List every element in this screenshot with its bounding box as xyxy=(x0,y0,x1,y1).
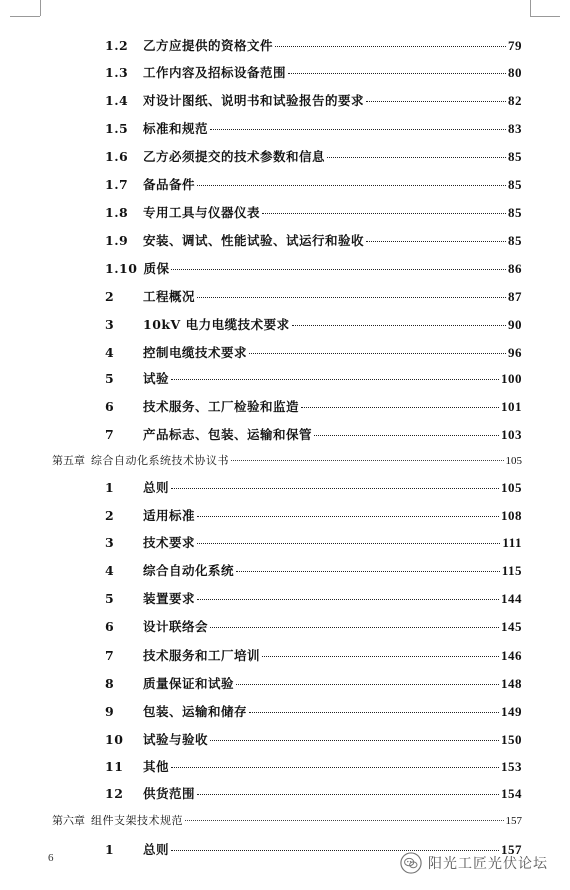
toc-section-entry[interactable] xyxy=(105,561,522,579)
toc-entry-page: 145 xyxy=(501,619,522,634)
toc-entry-number: 5 xyxy=(105,371,115,386)
toc-entry-title: 设计联络会 xyxy=(143,619,209,634)
toc-entry-page: 105 xyxy=(501,480,522,495)
toc-entry-page: 86 xyxy=(508,261,522,276)
toc-entry-number: 1.9 xyxy=(105,233,129,248)
toc-dot-leader xyxy=(210,129,506,130)
toc-section-entry[interactable] xyxy=(105,175,522,193)
toc-entry-number: 1.7 xyxy=(105,177,129,192)
toc-entry-title: 总则 xyxy=(143,842,170,857)
toc-entry-page: 150 xyxy=(501,732,522,747)
toc-entry-page: 90 xyxy=(508,317,522,332)
toc-entry-title: 10kV 电力电缆技术要求 xyxy=(143,317,290,332)
toc-entry-number: 3 xyxy=(105,317,115,332)
toc-section-entry[interactable] xyxy=(105,589,522,607)
toc-entry-title: 质保 xyxy=(143,261,170,276)
toc-entry-title: 组件支架技术规范 xyxy=(91,814,183,827)
toc-entry-title: 控制电缆技术要求 xyxy=(143,345,248,360)
toc-entry-page: 80 xyxy=(508,65,522,80)
toc-section-entry[interactable] xyxy=(105,63,522,81)
toc-entry-title: 试验与验收 xyxy=(143,732,209,747)
toc-entry-title: 技术服务、工厂检验和监造 xyxy=(143,399,300,414)
toc-section-entry[interactable] xyxy=(105,315,522,333)
toc-section-entry[interactable] xyxy=(105,784,522,802)
toc-entry-page: 105 xyxy=(505,455,522,467)
toc-entry-page: 103 xyxy=(501,427,522,442)
toc-entry-title: 技术要求 xyxy=(143,535,196,550)
toc-dot-leader xyxy=(197,516,499,517)
toc-section-entry[interactable] xyxy=(105,506,522,524)
toc-entry-page: 157 xyxy=(505,815,522,827)
toc-entry-number: 1.5 xyxy=(105,121,129,136)
toc-dot-leader xyxy=(236,571,500,572)
toc-entry-page: 146 xyxy=(501,648,522,663)
toc-entry-number: 8 xyxy=(105,676,115,691)
toc-entry-page: 101 xyxy=(501,399,522,414)
toc-section-entry[interactable] xyxy=(105,369,522,387)
toc-entry-title: 乙方应提供的资格文件 xyxy=(143,38,274,53)
toc-section-entry[interactable] xyxy=(105,203,522,221)
toc-entry-title: 专用工具与仪器仪表 xyxy=(143,205,261,220)
toc-entry-title: 供货范围 xyxy=(143,786,196,801)
toc-entry-page: 79 xyxy=(508,38,522,53)
toc-entry-number: 1.6 xyxy=(105,149,129,164)
toc-dot-leader xyxy=(197,543,500,544)
toc-dot-leader xyxy=(171,767,499,768)
toc-entry-number: 1.10 xyxy=(105,261,138,276)
toc-entry-number: 3 xyxy=(105,535,115,550)
toc-entry-page: 96 xyxy=(508,345,522,360)
watermark xyxy=(400,852,548,874)
toc-chapter-entry[interactable] xyxy=(52,812,522,828)
toc-section-entry[interactable] xyxy=(105,343,522,361)
footer-page-number: 6 xyxy=(48,852,54,864)
toc-entry-title: 装置要求 xyxy=(143,591,196,606)
toc-entry-title: 其他 xyxy=(143,759,170,774)
toc-entry-page: 85 xyxy=(508,205,522,220)
watermark-text: 阳光工匠光伏论坛 xyxy=(428,856,548,872)
toc-dot-leader xyxy=(262,213,506,214)
toc-entry-title: 产品标志、包装、运输和保管 xyxy=(143,427,313,442)
toc-entry-number: 10 xyxy=(105,732,124,747)
toc-entry-number: 1.3 xyxy=(105,65,129,80)
toc-entry-number: 11 xyxy=(105,759,124,774)
toc-entry-title: 综合自动化系统技术协议书 xyxy=(91,454,229,467)
toc-entry-number: 1.4 xyxy=(105,93,129,108)
toc-entry-page: 108 xyxy=(501,508,522,523)
toc-entry-page: 85 xyxy=(508,149,522,164)
toc-dot-leader xyxy=(366,101,506,102)
toc-entry-title: 对设计图纸、说明书和试验报告的要求 xyxy=(143,93,365,108)
toc-entry-title: 包装、运输和储存 xyxy=(143,704,248,719)
toc-entry-title: 试验 xyxy=(143,371,170,386)
toc-entry-number: 1 xyxy=(105,480,115,495)
toc-dot-leader xyxy=(236,684,499,685)
toc-entry-number: 1.8 xyxy=(105,205,129,220)
toc-entry-title: 适用标准 xyxy=(143,508,196,523)
toc-dot-leader xyxy=(171,850,499,851)
toc-section-entry[interactable] xyxy=(105,147,522,165)
toc-section-entry[interactable] xyxy=(105,425,522,443)
toc-entry-title: 备品备件 xyxy=(143,177,196,192)
toc-entry-number: 7 xyxy=(105,427,115,442)
toc-entry-page: 87 xyxy=(508,289,522,304)
toc-entry-title: 乙方必须提交的技术参数和信息 xyxy=(143,149,326,164)
wechat-icon xyxy=(400,852,422,874)
toc-dot-leader xyxy=(288,73,506,74)
toc-dot-leader xyxy=(327,157,506,158)
toc-entry-title: 安装、调试、性能试验、试运行和验收 xyxy=(143,233,365,248)
toc-section-entry[interactable] xyxy=(105,757,522,775)
toc-entry-number: 2 xyxy=(105,508,115,523)
toc-entry-page: 148 xyxy=(501,676,522,691)
toc-entry-title: 总则 xyxy=(143,480,170,495)
toc-dot-leader xyxy=(171,379,499,380)
toc-dot-leader xyxy=(275,46,506,47)
toc-entry-number: 12 xyxy=(105,786,124,801)
toc-entry-number: 4 xyxy=(105,563,115,578)
toc-entry-number: 4 xyxy=(105,345,115,360)
toc-dot-leader xyxy=(314,435,499,436)
toc-entry-title: 标准和规范 xyxy=(143,121,209,136)
toc-entry-page: 144 xyxy=(501,591,522,606)
toc-section-entry[interactable] xyxy=(105,674,522,692)
toc-entry-page: 154 xyxy=(501,786,522,801)
toc-entry-page: 83 xyxy=(508,121,522,136)
toc-dot-leader xyxy=(210,740,499,741)
toc-chapter-entry[interactable] xyxy=(52,452,522,468)
toc-entry-page: 85 xyxy=(508,233,522,248)
toc-entry-number: 9 xyxy=(105,704,115,719)
toc-entry-number: 2 xyxy=(105,289,115,304)
toc-dot-leader xyxy=(197,599,499,600)
toc-entry-title: 技术服务和工厂培训 xyxy=(143,648,261,663)
toc-section-entry[interactable] xyxy=(105,231,522,249)
toc-entry-page: 100 xyxy=(501,371,522,386)
toc-dot-leader xyxy=(249,712,499,713)
toc-entry-page: 115 xyxy=(501,563,522,578)
toc-dot-leader xyxy=(210,627,499,628)
toc-entry-number: 第五章 xyxy=(52,454,85,467)
toc-section-entry[interactable] xyxy=(105,478,522,496)
toc-section-entry[interactable] xyxy=(105,617,522,635)
toc-entry-number: 7 xyxy=(105,648,115,663)
toc-section-entry[interactable] xyxy=(105,36,522,54)
toc-section-entry[interactable] xyxy=(105,702,522,720)
toc-section-entry[interactable] xyxy=(105,646,522,664)
toc-entry-page: 82 xyxy=(508,93,522,108)
toc-dot-leader xyxy=(366,241,506,242)
toc-entry-title: 工程概况 xyxy=(143,289,196,304)
toc-section-entry[interactable] xyxy=(105,533,522,551)
toc-dot-leader xyxy=(262,656,499,657)
toc-section-entry[interactable] xyxy=(105,730,522,748)
toc-dot-leader xyxy=(197,794,499,795)
toc-dot-leader xyxy=(197,297,506,298)
toc-entry-page: 111 xyxy=(502,535,522,550)
toc-entry-title: 综合自动化系统 xyxy=(143,563,235,578)
toc-entry-number: 1 xyxy=(105,842,115,857)
toc-dot-leader xyxy=(171,269,506,270)
toc-entry-number: 第六章 xyxy=(52,814,85,827)
toc-dot-leader xyxy=(249,353,506,354)
toc-section-entry[interactable] xyxy=(105,259,522,277)
toc-entry-number: 5 xyxy=(105,591,115,606)
toc-entry-number: 6 xyxy=(105,399,115,414)
toc-entry-page: 149 xyxy=(501,704,522,719)
toc-dot-leader xyxy=(171,488,499,489)
toc-entry-page: 157 xyxy=(501,842,522,857)
toc-dot-leader xyxy=(301,407,499,408)
toc-entry-page: 153 xyxy=(501,759,522,774)
toc-section-entry[interactable] xyxy=(105,119,522,137)
toc-dot-leader xyxy=(185,820,504,821)
toc-entry-title: 工作内容及招标设备范围 xyxy=(143,65,287,80)
toc-section-entry[interactable] xyxy=(105,91,522,109)
toc-entry-number: 6 xyxy=(105,619,115,634)
toc-dot-leader xyxy=(197,185,506,186)
toc-entry-number: 1.2 xyxy=(105,38,129,53)
toc-dot-leader xyxy=(292,325,506,326)
toc-entry-title: 质量保证和试验 xyxy=(143,676,235,691)
toc-section-entry[interactable] xyxy=(105,397,522,415)
toc-dot-leader xyxy=(231,460,504,461)
toc-entry-page: 85 xyxy=(508,177,522,192)
toc-section-entry[interactable] xyxy=(105,287,522,305)
